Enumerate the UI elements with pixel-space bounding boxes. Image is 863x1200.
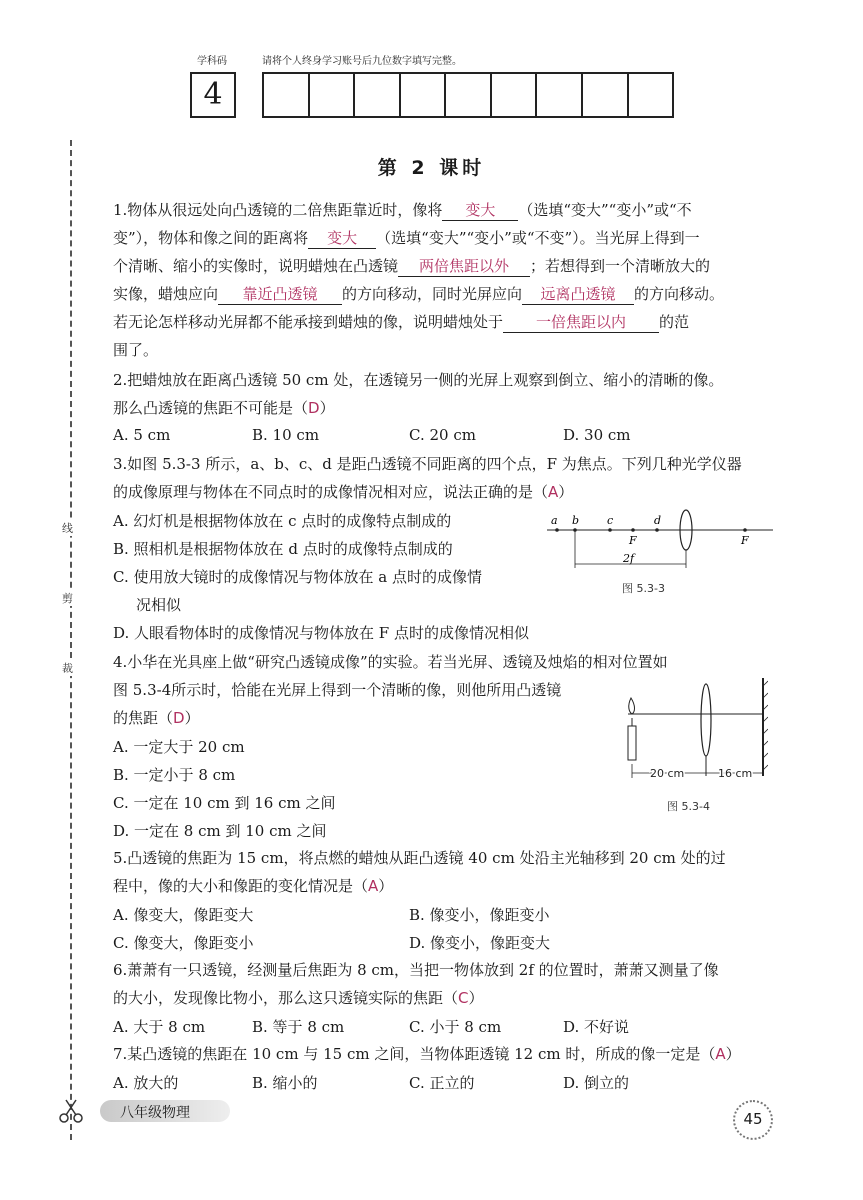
q2-option-b: B. 10 cm: [252, 426, 320, 444]
q1-answer1: 变大: [442, 200, 518, 221]
q5-answer: A: [368, 877, 379, 895]
q5-line2: [113, 876, 393, 896]
q4-line1: 4.小华在光具座上做“研究凸透镜成像”的实验。若当光屏、透镜及烛焰的相对位置如: [113, 653, 668, 671]
figure-5-3-3: [545, 508, 775, 586]
q1-text: 的方向移动。: [634, 285, 725, 303]
q1-text: 1.物体从很远处向凸透镜的二倍焦距靠近时，像将: [113, 201, 443, 219]
q6-line2: [113, 988, 484, 1008]
q1-line5: [113, 312, 689, 333]
q2-line2: [113, 398, 335, 418]
subject-code-box: 4: [190, 72, 236, 118]
q1-line3: [113, 256, 710, 277]
q1-text: 实像，蜡烛应向: [113, 285, 219, 303]
q6-option-b: B. 等于 8 cm: [252, 1018, 345, 1036]
q6-line1: 6.萧萧有一只透镜，经测量后焦距为 8 cm，当把一物体放到 2f 的位置时，萧萧又测量了像: [113, 961, 719, 979]
q6-option-a: A. 大于 8 cm: [113, 1018, 206, 1036]
q7-line1: [113, 1044, 741, 1064]
account-number-cells[interactable]: [262, 72, 674, 118]
account-cell[interactable]: [355, 74, 401, 116]
q4-option-d: D. 一定在 8 cm 到 10 cm 之间: [113, 822, 327, 840]
subject-code-label: 学科码: [197, 56, 227, 67]
page-title: 第 2 课时: [377, 157, 486, 179]
point-a: [555, 528, 559, 532]
q5-line1: 5.凸透镜的焦距为 15 cm，将点燃的蜡烛从距凸透镜 40 cm 处沿主光轴移到 20 cm 处的过: [113, 849, 726, 867]
account-cell[interactable]: [583, 74, 629, 116]
q1-answer4: 靠近凸透镜: [218, 284, 342, 305]
q3-answer: A: [548, 483, 559, 501]
label-f-left: F: [629, 534, 637, 547]
q4-option-b: B. 一定小于 8 cm: [113, 766, 236, 784]
account-cell[interactable]: [401, 74, 447, 116]
cut-mark-xian: 线: [62, 522, 73, 535]
scissors-icon: [58, 1098, 84, 1124]
q5-option-b: B. 像变小，像距变小: [409, 906, 550, 924]
q7-option-c: C. 正立的: [409, 1074, 475, 1092]
q3-line1: 3.如图 5.3-3 所示，a、b、c、d 是距凸透镜不同距离的四个点，F 为焦点。下列几种光学仪器: [113, 455, 742, 473]
q4-answer: D: [173, 709, 185, 727]
candle-flame: [629, 698, 635, 714]
q5-text: 程中，像的大小和像距的变化情况是（: [113, 877, 369, 895]
q2-line1: 2.把蜡烛放在距离凸透镜 50 cm 处，在透镜另一侧的光屏上观察到倒立、缩小的清晰的像。: [113, 371, 724, 389]
q3-option-d: D. 人眼看物体时的成像情况与物体放在 F 点时的成像情况相似: [113, 624, 529, 642]
q6-option-d: D. 不好说: [563, 1018, 630, 1036]
q4-text: 的焦距（: [113, 709, 174, 727]
q1-answer5: 远离凸透镜: [522, 284, 634, 305]
q7-text: ）: [725, 1045, 741, 1063]
q1-answer3: 两倍焦距以外: [398, 256, 530, 277]
point-d: [655, 528, 659, 532]
q7-text: 7.某凸透镜的焦距在 10 cm 与 15 cm 之间，当物体距透镜 12 cm 时，所成的像一定是（: [113, 1045, 716, 1063]
account-cell[interactable]: [629, 74, 673, 116]
cut-mark-cai: 裁: [62, 662, 73, 675]
q2-option-d: D. 30 cm: [563, 426, 631, 444]
q1-line2: [113, 228, 700, 249]
q1-text: （选填“变大”“变小”或“不变”）。当光屏上得到一: [376, 229, 700, 247]
label-2f: 2f: [623, 552, 635, 565]
q5-text: ）: [378, 877, 394, 895]
figure-5-3-4-caption: 图 5.3-4: [667, 800, 710, 813]
q5-option-a: A. 像变大，像距变大: [113, 906, 254, 924]
label-20cm: 20 cm: [650, 767, 685, 780]
q2-text: ）: [319, 399, 335, 417]
q1-answer2: 变大: [308, 228, 376, 249]
q1-answer6: 一倍焦距以内: [503, 312, 659, 333]
q3-option-b: B. 照相机是根据物体放在 d 点时的成像特点制成的: [113, 540, 453, 558]
q4-text: ）: [184, 709, 200, 727]
cut-line: [70, 140, 72, 1140]
q1-line6: 围了。: [113, 341, 159, 359]
q2-text: 那么凸透镜的焦距不可能是（: [113, 399, 309, 417]
q1-text: 个清晰、缩小的实像时，说明蜡烛在凸透镜: [113, 257, 399, 275]
q1-text: 若无论怎样移动光屏都不能承接到蜡烛的像，说明蜡烛处于: [113, 313, 504, 331]
q1-line1: [113, 200, 692, 221]
figure-5-3-4: [618, 676, 768, 788]
q4-option-a: A. 一定大于 20 cm: [113, 738, 245, 756]
account-cell[interactable]: [492, 74, 538, 116]
q6-text: 的大小，发现像比物小，那么这只透镜实际的焦距（: [113, 989, 459, 1007]
label-a: a: [551, 514, 558, 527]
q5-option-c: C. 像变大，像距变小: [113, 934, 254, 952]
q1-text: 变”），物体和像之间的距离将: [113, 229, 309, 247]
point-c: [608, 528, 612, 532]
account-cell[interactable]: [446, 74, 492, 116]
q6-option-c: C. 小于 8 cm: [409, 1018, 502, 1036]
label-b: b: [572, 514, 580, 527]
label-c: c: [607, 514, 614, 527]
q3-line2: [113, 482, 573, 502]
point-f-right: [743, 528, 747, 532]
page-number: 45: [733, 1100, 773, 1140]
q3-option-a: A. 幻灯机是根据物体放在 c 点时的成像特点制成的: [113, 512, 452, 530]
q6-text: ）: [468, 989, 484, 1007]
q5-option-d: D. 像变小，像距变大: [409, 934, 551, 952]
q3-option-c: C. 使用放大镜时的成像情况与物体放在 a 点时的成像情: [113, 568, 482, 586]
account-cell[interactable]: [310, 74, 356, 116]
account-cell[interactable]: [264, 74, 310, 116]
q7-option-a: A. 放大的: [113, 1074, 179, 1092]
q4-option-c: C. 一定在 10 cm 到 16 cm 之间: [113, 794, 336, 812]
q3-text: ）: [558, 483, 574, 501]
q3-text: 的成像原理与物体在不同点时的成像情况相对应，说法正确的是（: [113, 483, 549, 501]
account-cell[interactable]: [537, 74, 583, 116]
convex-lens: [701, 684, 711, 756]
label-f-right: F: [741, 534, 749, 547]
q1-line4: [113, 284, 724, 305]
q1-text: （选填“变大”“变小”或“不: [518, 201, 692, 219]
q4-line3: [113, 708, 200, 728]
candle-body: [628, 726, 636, 760]
q7-option-d: D. 倒立的: [563, 1074, 630, 1092]
label-d: d: [654, 514, 662, 527]
figure-5-3-3-caption: 图 5.3-3: [622, 582, 665, 595]
q3-option-c-cont: 况相似: [136, 596, 182, 614]
grade-subject-label: 八年级物理: [120, 1105, 190, 1121]
cut-mark-jian: 剪: [62, 592, 73, 605]
q2-option-a: A. 5 cm: [113, 426, 171, 444]
q2-option-c: C. 20 cm: [409, 426, 476, 444]
label-16cm: 16 cm: [718, 767, 753, 780]
q2-answer: D: [308, 399, 320, 417]
q7-option-b: B. 缩小的: [252, 1074, 318, 1092]
q1-text: 的方向移动，同时光屏应向: [342, 285, 523, 303]
q7-answer: A: [715, 1045, 726, 1063]
q6-answer: C: [458, 989, 469, 1007]
q1-text: ；若想得到一个清晰放大的: [530, 257, 711, 275]
q1-text: 的范: [659, 313, 690, 331]
account-instruction: 请将个人终身学习账号后九位数字填写完整。: [262, 56, 462, 67]
q4-line2: 图 5.3-4所示时，恰能在光屏上得到一个清晰的像，则他所用凸透镜: [113, 681, 562, 699]
point-f-left: [631, 528, 635, 532]
